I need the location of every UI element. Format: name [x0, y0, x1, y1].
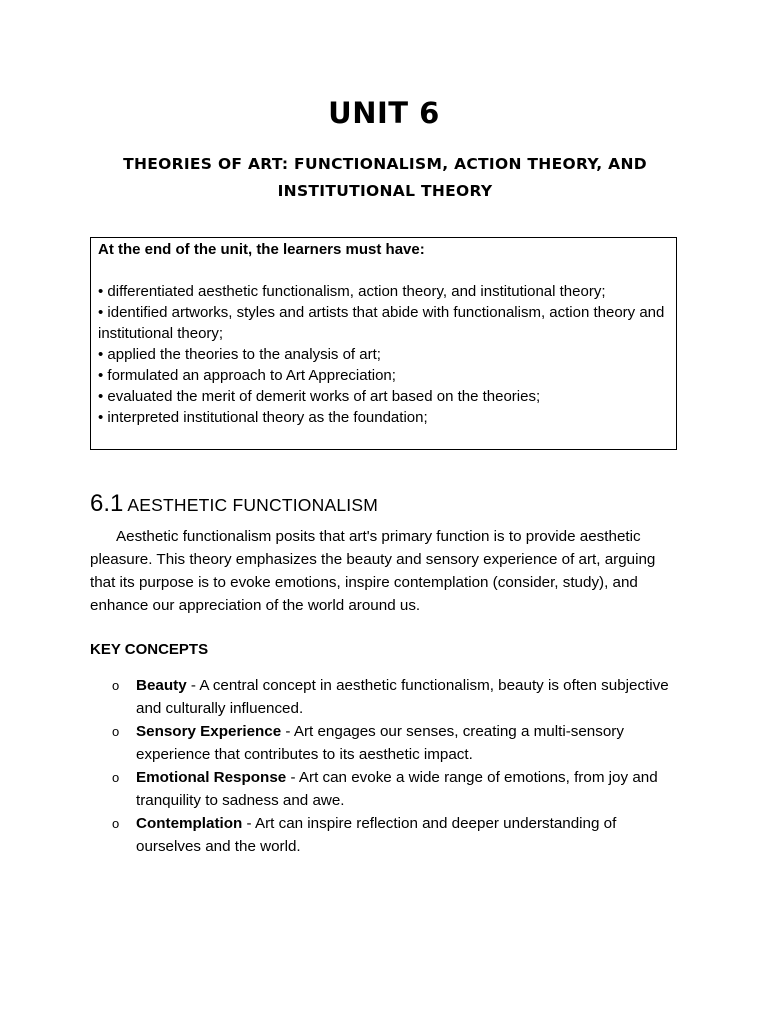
key-concepts-heading: KEY CONCEPTS [90, 641, 209, 658]
concept-term: Contemplation [136, 815, 243, 832]
concept-item [90, 674, 680, 720]
learning-objectives-box [90, 237, 677, 450]
objective-item: • evaluated the merit of demerit works of art based on the theories; [98, 388, 541, 405]
unit-title: UNIT 6 [328, 96, 440, 130]
objective-item: • identified artworks, styles and artists that abide with functionalism, action theory and institutional theory; [98, 304, 665, 342]
concept-term: Beauty [136, 677, 187, 694]
concept-term: Emotional Response [136, 769, 287, 786]
objectives-heading: At the end of the unit, the learners must have: [98, 241, 425, 258]
concept-description: - Art can inspire reflection and deeper understanding of ourselves and the world. [136, 815, 617, 855]
concept-item [90, 812, 680, 858]
unit-subtitle: THEORIES OF ART: FUNCTIONALISM, ACTION THEORY, AND INSTITUTIONAL THEORY [123, 155, 647, 200]
objectives-list [98, 281, 676, 428]
hollow-bullet-icon: o [112, 724, 120, 739]
concept-description: - Art can evoke a wide range of emotions, from joy and tranquility to sadness and awe. [136, 769, 658, 809]
concept-item [90, 720, 680, 766]
hollow-bullet-icon: o [112, 678, 120, 693]
concept-term: Sensory Experience [136, 723, 282, 740]
hollow-bullet-icon: o [112, 816, 120, 831]
section-title: AESTHETIC FUNCTIONALISM [127, 495, 378, 515]
concept-description: - Art engages our senses, creating a multi-sensory experience that contributes to its aesthetic impact. [136, 723, 624, 763]
section-paragraph: Aesthetic functionalism posits that art's primary function is to provide aesthetic pleasure. This theory emphasizes the beauty and sensory experience of art, arguing that its purpose is to evoke emotions, inspire contemplation (consider, study), and enhance our appreciation of the world around us. [90, 528, 656, 614]
objective-item: • interpreted institutional theory as the foundation; [98, 409, 428, 426]
section-number: 6.1 [90, 490, 124, 517]
objective-item: • formulated an approach to Art Appreciation; [98, 367, 396, 384]
hollow-bullet-icon: o [112, 770, 120, 785]
concept-item [90, 766, 680, 812]
concept-description: - A central concept in aesthetic functionalism, beauty is often subjective and culturally influenced. [136, 677, 669, 717]
objective-item: • differentiated aesthetic functionalism, action theory, and institutional theory; [98, 283, 606, 300]
key-concepts-list [90, 674, 680, 858]
objective-item: • applied the theories to the analysis of art; [98, 346, 381, 363]
section-heading [90, 490, 378, 518]
